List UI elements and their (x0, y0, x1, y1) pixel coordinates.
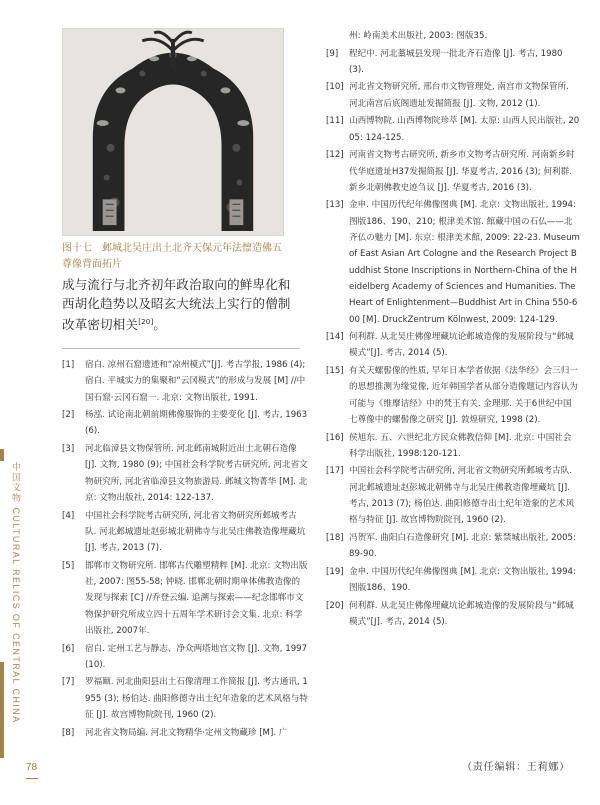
reference-text: 侯旭东. 五、六世纪北方民众佛教信仰 [M]. 北京: 中国社会科学出版社, 1998:120-121. (349, 432, 572, 459)
reference-text: 有关天螺髻像的性质, 早年日本学者依据《法华经》会三归一的思想推测为缘觉像, 近年韩国学者从部分造像题记内容认为可能与《维摩诘经》中的梵王有关. 金理那. 关于6世纪中国七尊像中的螺髻像之研究 [J]. 敦煌研究, 1998 (2). (349, 366, 578, 425)
reference-text: 金申. 中国历代纪年佛像图典 [M]. 北京: 文物出版社, 1994: 图版186、190、210; 根津美术馆. 館藏中国の石仏——北齐仏の魅力 [M]. 东京: 根津美术館, 2009: 22-23. Museum of East Asian Art Cologne and the Research Project Buddhist Stone Inscriptions in Northern-China of the Heidelberg Academy of Sciences and Humanities. The Heart of Enlightenment—Buddhist Art in China 550-600 [M]. DruckZentrum Kölnwest, 2009: 124-129. (349, 200, 580, 325)
reference-text: 河北省文物局编. 河北文物精华·定州文物藏珍 [M]. 广 (85, 727, 288, 738)
reference-text: 州: 岭南美术出版社, 2003: 图版35. (349, 31, 488, 41)
reference-text: 河北临漳县文物保管所. 河北邺南城附近出土北朝石造像 [J]. 文物, 1980 (9); 中国社会科学院考古研究所, 河北省文物研究所, 河北省临漳县文物旅游局. 邺城文物菁华 [M]. 北京: 文物出版社, 2014: 122-137. (85, 444, 308, 503)
reference-number: [5] (62, 560, 75, 571)
reference-text: 冯贺军. 曲阳白石造像研究 [M]. 北京: 紫禁城出版社, 2005: 89-90. (349, 532, 576, 560)
reference-text: 宿白. 凉州石窟遗迹和“凉州模式”[J]. 考古学报, 1986 (4); 宿白. 平城实力的集聚和“云冈模式”的形成与发展 [M] //中国石窟·云冈石窟一. 北京: 文物出版社, 1991. (85, 360, 306, 403)
reference-number: [10] (326, 82, 344, 93)
reference-text: 河北省文物研究所, 邢台市文物管理处, 南宫市文物保管所. 河北南宫后底阁遗址发掘简报 [J]. 文物, 2012 (1). (349, 82, 569, 109)
reference-item (326, 46, 580, 79)
reference-item (326, 530, 580, 563)
reference-number: [8] (62, 727, 75, 738)
reference-item (62, 725, 308, 741)
reference-item (326, 28, 580, 44)
reference-number: [7] (62, 677, 75, 688)
rubbing-illustration (63, 29, 283, 235)
figure-caption: 图十七 邺城北吴庄出土北齐天保元年法懔造佛五尊像背面拓片 (62, 243, 282, 270)
reference-number: [17] (326, 466, 344, 477)
page-number: 78 (26, 762, 38, 773)
reference-number: [2] (62, 410, 75, 421)
reference-number: [13] (326, 200, 344, 211)
reference-item (326, 564, 580, 597)
reference-number: [3] (62, 444, 75, 455)
reference-number: [19] (326, 566, 344, 577)
reference-item (326, 113, 580, 146)
reference-number: [20] (326, 600, 344, 611)
reference-item (62, 407, 308, 440)
reference-item (62, 641, 308, 674)
intro-reference-mark: [20] (138, 318, 154, 326)
reference-item (62, 357, 308, 406)
reference-number: [9] (326, 48, 339, 59)
reference-number: [4] (62, 510, 75, 521)
intro-text: 成与流行与北齐初年政治取向的鲜卑化和西胡化趋势以及昭玄大统法上实行的僧制改革密切相关 (62, 277, 291, 333)
reference-item (326, 430, 580, 463)
reference-number (326, 28, 349, 44)
reference-item (326, 147, 580, 196)
references-left-column (62, 357, 308, 742)
page-number-rule (26, 778, 38, 779)
section-divider (62, 348, 300, 349)
reference-text: 邯郸市文物研究所. 邯郸古代雕塑精粹 [M]. 北京: 文物出版社, 2007: 图55-58; 钟晓. 邯郸北朝时期单体佛教造像的发现与探索 [C] //乔登云编. 追溯与探索——纪念邯郸市文物保护研究所成立四十五周年学术研讨会文集. 北京: 科学出版社, 2007年. (85, 560, 308, 636)
side-accent-bottom (0, 662, 4, 758)
editor-credit: （责任编辑：王莉娜） (462, 762, 570, 773)
reference-item (326, 79, 580, 112)
reference-text: 中国社会科学院考古研究所, 河北省文物研究所邺城考古队. 河北邺城遗址赵彭城北朝佛寺与北吴庄佛教造像埋藏坑 [J]. 考古, 2013 (7); 杨伯达. 曲阳修德寺出土纪年造象的艺术风格与特征 [J]. 故宫博物院院刊, 1960 (2). (349, 466, 575, 526)
rubbing-image (62, 28, 284, 236)
reference-item (326, 329, 580, 362)
reference-text: 何利群. 从北吴庄佛像埋藏坑论邺城造像的发展阶段与“邺城模式”[J]. 考古, 2014 (5). (349, 332, 574, 359)
reference-text: 宿白. 定州工艺与静志、净众两塔地宫文物 [J]. 文物, 1997 (10). (85, 643, 308, 670)
reference-text: 山西博物院. 山西博物院珍萃 [M]. 太原: 山西人民出版社, 2005: 124-125. (349, 116, 580, 143)
reference-item (326, 197, 580, 327)
reference-number: [1] (62, 360, 75, 370)
reference-number: [18] (326, 532, 344, 543)
reference-text: 何利群. 从北吴庄佛像埋藏坑论邺城造像的发展阶段与“邺城模式”[J]. 考古, 2014 (5). (349, 600, 574, 627)
reference-number: [6] (62, 643, 75, 654)
reference-text: 罗福颐. 河北曲阳县出土石像清理工作简报 [J]. 考古通讯, 1955 (3); 杨伯达. 曲阳修德寺出土纪年造象的艺术风格与特征 [J]. 故宫博物院院刊, 1960 (2). (85, 677, 308, 721)
reference-number: [14] (326, 332, 344, 343)
reference-item (62, 558, 308, 639)
reference-item (326, 598, 580, 631)
reference-item (62, 508, 308, 557)
journal-side-label: 中国文物 CULTURAL RELICS OF CENTRAL CHINA (11, 462, 21, 724)
reference-number: [12] (326, 150, 344, 161)
side-accent-top (0, 449, 4, 461)
reference-number: [16] (326, 432, 344, 443)
reference-number: [15] (326, 366, 344, 377)
reference-text: 中国社会科学院考古研究所, 河北省文物研究所邺城考古队. 河北邺城遗址赵彭城北朝佛寺与北吴庄佛教造像埋藏坑 [J]. 考古, 2013 (7). (85, 510, 306, 554)
reference-item (326, 363, 580, 428)
reference-text: 程纪中. 河北藁城县发现一批北齐石造像 [J]. 考古, 1980 (3). (349, 48, 563, 75)
reference-text: 杨泓. 试论南北朝前期佛像服饰的主要变化 [J]. 考古, 1963 (6). (85, 410, 308, 437)
reference-item (62, 674, 308, 723)
reference-text: 金申. 中国历代纪年佛像图典 [M]. 北京: 文物出版社, 1994: 图版186、190. (349, 566, 576, 594)
reference-item (326, 463, 580, 528)
reference-text: 河南省文物考古研究所, 新乡市文物考古研究所. 河南新乡时代华庭遗址H37发掘简报 [J]. 华夏考古, 2016 (3); 何利群. 新乡北朝佛教史迹刍议 [J]. 华夏考古, 2016 (3). (349, 150, 575, 193)
references-right-column (326, 28, 580, 632)
intro-paragraph (62, 276, 300, 335)
reference-number: [11] (326, 116, 344, 127)
intro-end-punctuation: 。 (153, 317, 167, 333)
reference-item (62, 441, 308, 506)
